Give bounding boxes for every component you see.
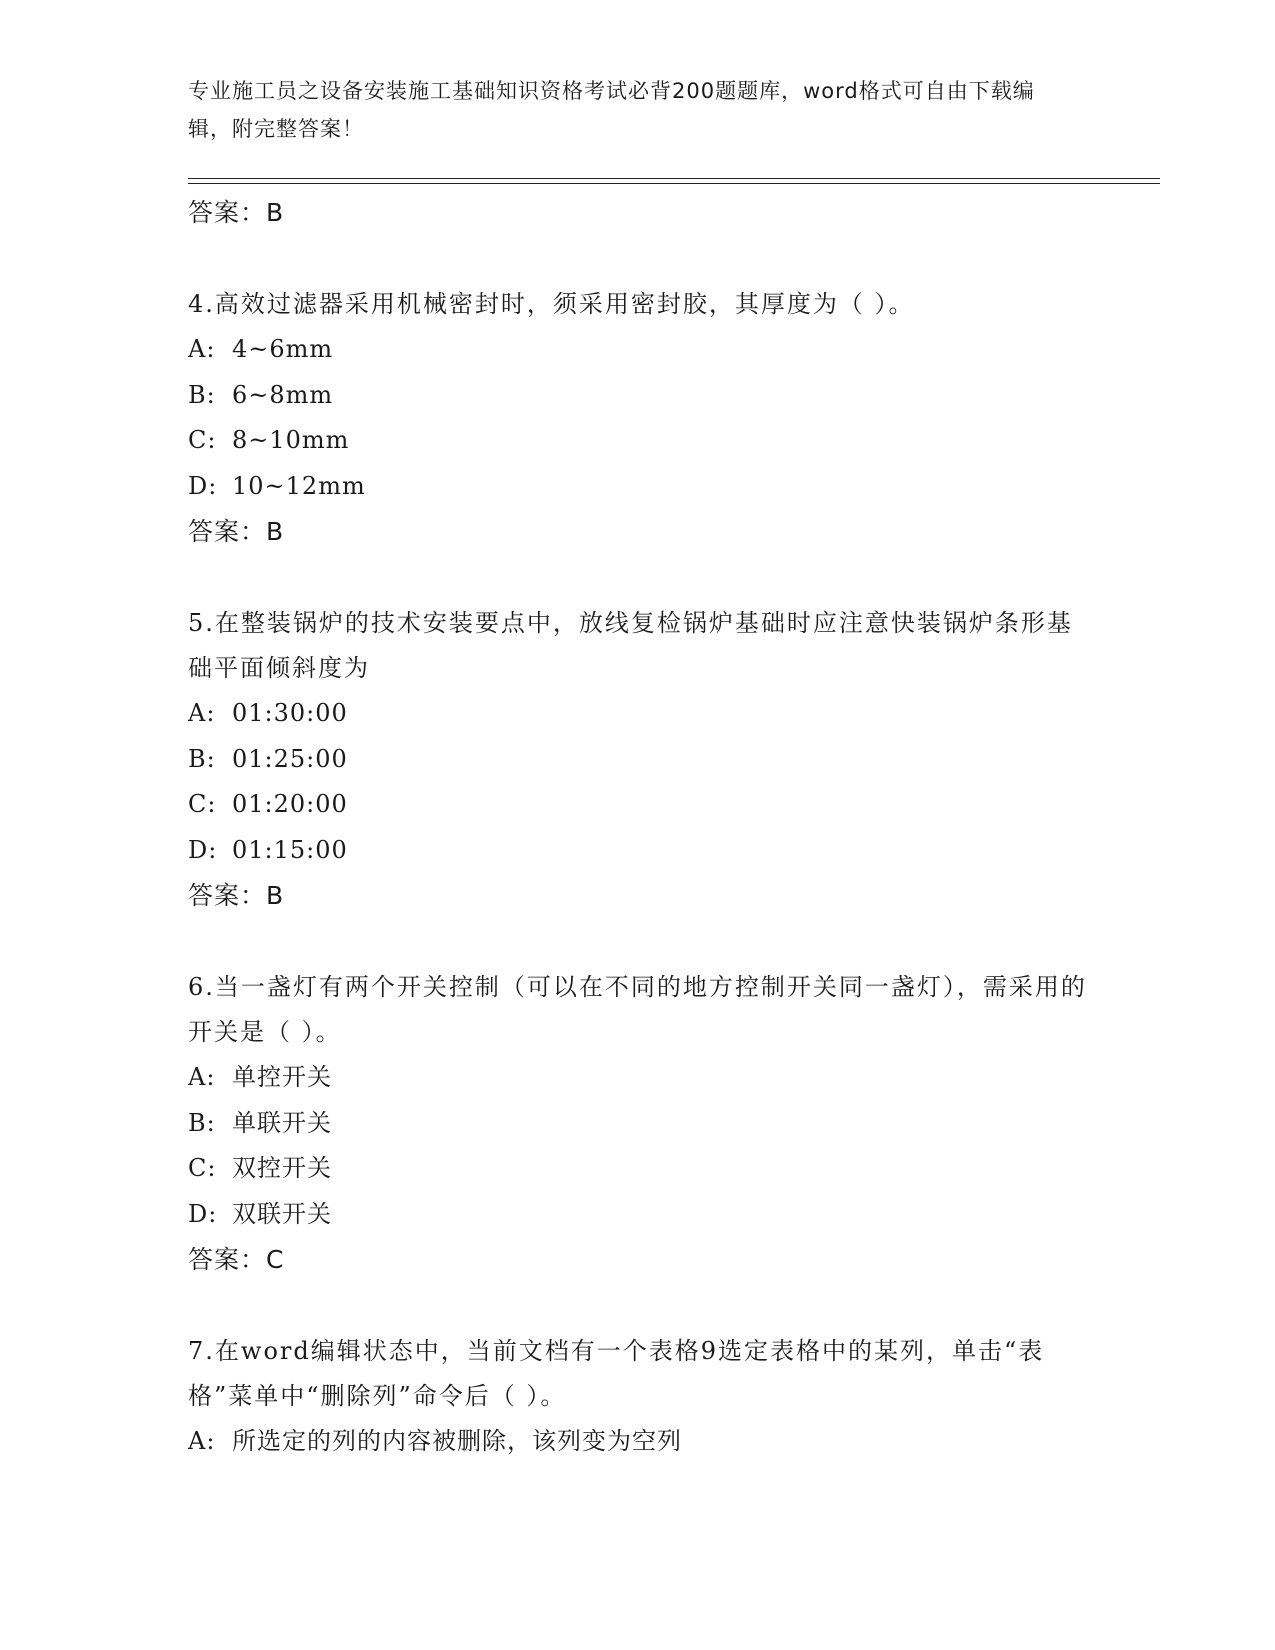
answer-line — [188, 509, 1088, 555]
question-text: 7.在word编辑状态中，当前文档有一个表格9选定表格中的某列，单击“表格”菜单中“删除列”命令后（ ）。 — [188, 1337, 1045, 1410]
option-letter: C: — [188, 1154, 217, 1182]
answer-option — [188, 1055, 1088, 1101]
answer-option — [188, 373, 1088, 419]
page-header-title: 专业施工员之设备安装施工基础知识资格考试必背200题题库，word格式可自由下载编辑，附完整答案！ — [188, 79, 1035, 141]
answer-option — [188, 464, 1088, 510]
answer-line — [188, 873, 1088, 919]
question-block — [188, 965, 1088, 1283]
option-letter: C: — [188, 790, 217, 818]
answer-value: B — [266, 198, 285, 227]
option-text: 8~10mm — [232, 426, 350, 454]
option-letter: D: — [188, 471, 218, 500]
answer-value: B — [266, 517, 285, 546]
option-text: 01:15:00 — [232, 835, 348, 864]
question-text: 6.当一盏灯有两个开关控制（可以在不同的地方控制开关同一盏灯），需采用的开关是（ ）。 — [188, 973, 1087, 1046]
option-text: 单控开关 — [232, 1063, 332, 1091]
header-divider-bottom — [188, 183, 1160, 184]
option-letter: D: — [188, 1199, 218, 1228]
answer-option — [188, 1192, 1088, 1238]
question-list — [188, 282, 1088, 1465]
option-letter: A: — [188, 699, 216, 727]
option-text: 6~8mm — [232, 380, 334, 409]
option-letter: A: — [188, 1427, 216, 1455]
answer-line — [188, 190, 1088, 236]
answer-line — [188, 1237, 1088, 1283]
answer-option — [188, 691, 1088, 737]
header-divider-top — [188, 178, 1160, 179]
document-body — [188, 190, 1088, 1465]
option-text: 01:30:00 — [232, 699, 348, 727]
option-text: 所选定的列的内容被删除，该列变为空列 — [232, 1427, 682, 1455]
answer-option — [188, 1146, 1088, 1192]
question-text: 4.高效过滤器采用机械密封时，须采用密封胶，其厚度为（ ）。 — [188, 290, 915, 318]
answer-option — [188, 737, 1088, 783]
question-block — [188, 282, 1088, 555]
option-text: 单联开关 — [232, 1108, 332, 1137]
answer-label: 答案： — [188, 1245, 267, 1274]
answer-option — [188, 327, 1088, 373]
option-text: 双控开关 — [232, 1154, 332, 1182]
option-text: 01:25:00 — [232, 744, 348, 773]
option-text: 4~6mm — [232, 335, 334, 363]
option-text: 10~12mm — [232, 471, 366, 500]
answer-option — [188, 418, 1088, 464]
answer-option — [188, 1419, 1088, 1465]
option-letter: D: — [188, 835, 218, 864]
option-letter: C: — [188, 426, 217, 454]
question-block — [188, 1329, 1088, 1465]
option-letter: B: — [188, 744, 216, 773]
option-letter: A: — [188, 1063, 216, 1091]
question-block — [188, 601, 1088, 919]
option-letter: B: — [188, 1108, 216, 1137]
answer-value: C — [266, 1245, 285, 1274]
answer-option — [188, 1101, 1088, 1147]
question-text: 5.在整装锅炉的技术安装要点中，放线复检锅炉基础时应注意快装锅炉条形基础平面倾斜度为 — [188, 609, 1073, 682]
answer-label: 答案： — [188, 198, 267, 227]
answer-value: B — [266, 881, 285, 910]
option-letter: A: — [188, 335, 216, 363]
option-text: 双联开关 — [232, 1199, 332, 1228]
answer-option — [188, 828, 1088, 874]
answer-option — [188, 782, 1088, 828]
option-text: 01:20:00 — [232, 790, 348, 818]
answer-label: 答案： — [188, 517, 267, 546]
answer-label: 答案： — [188, 881, 267, 910]
option-letter: B: — [188, 380, 216, 409]
